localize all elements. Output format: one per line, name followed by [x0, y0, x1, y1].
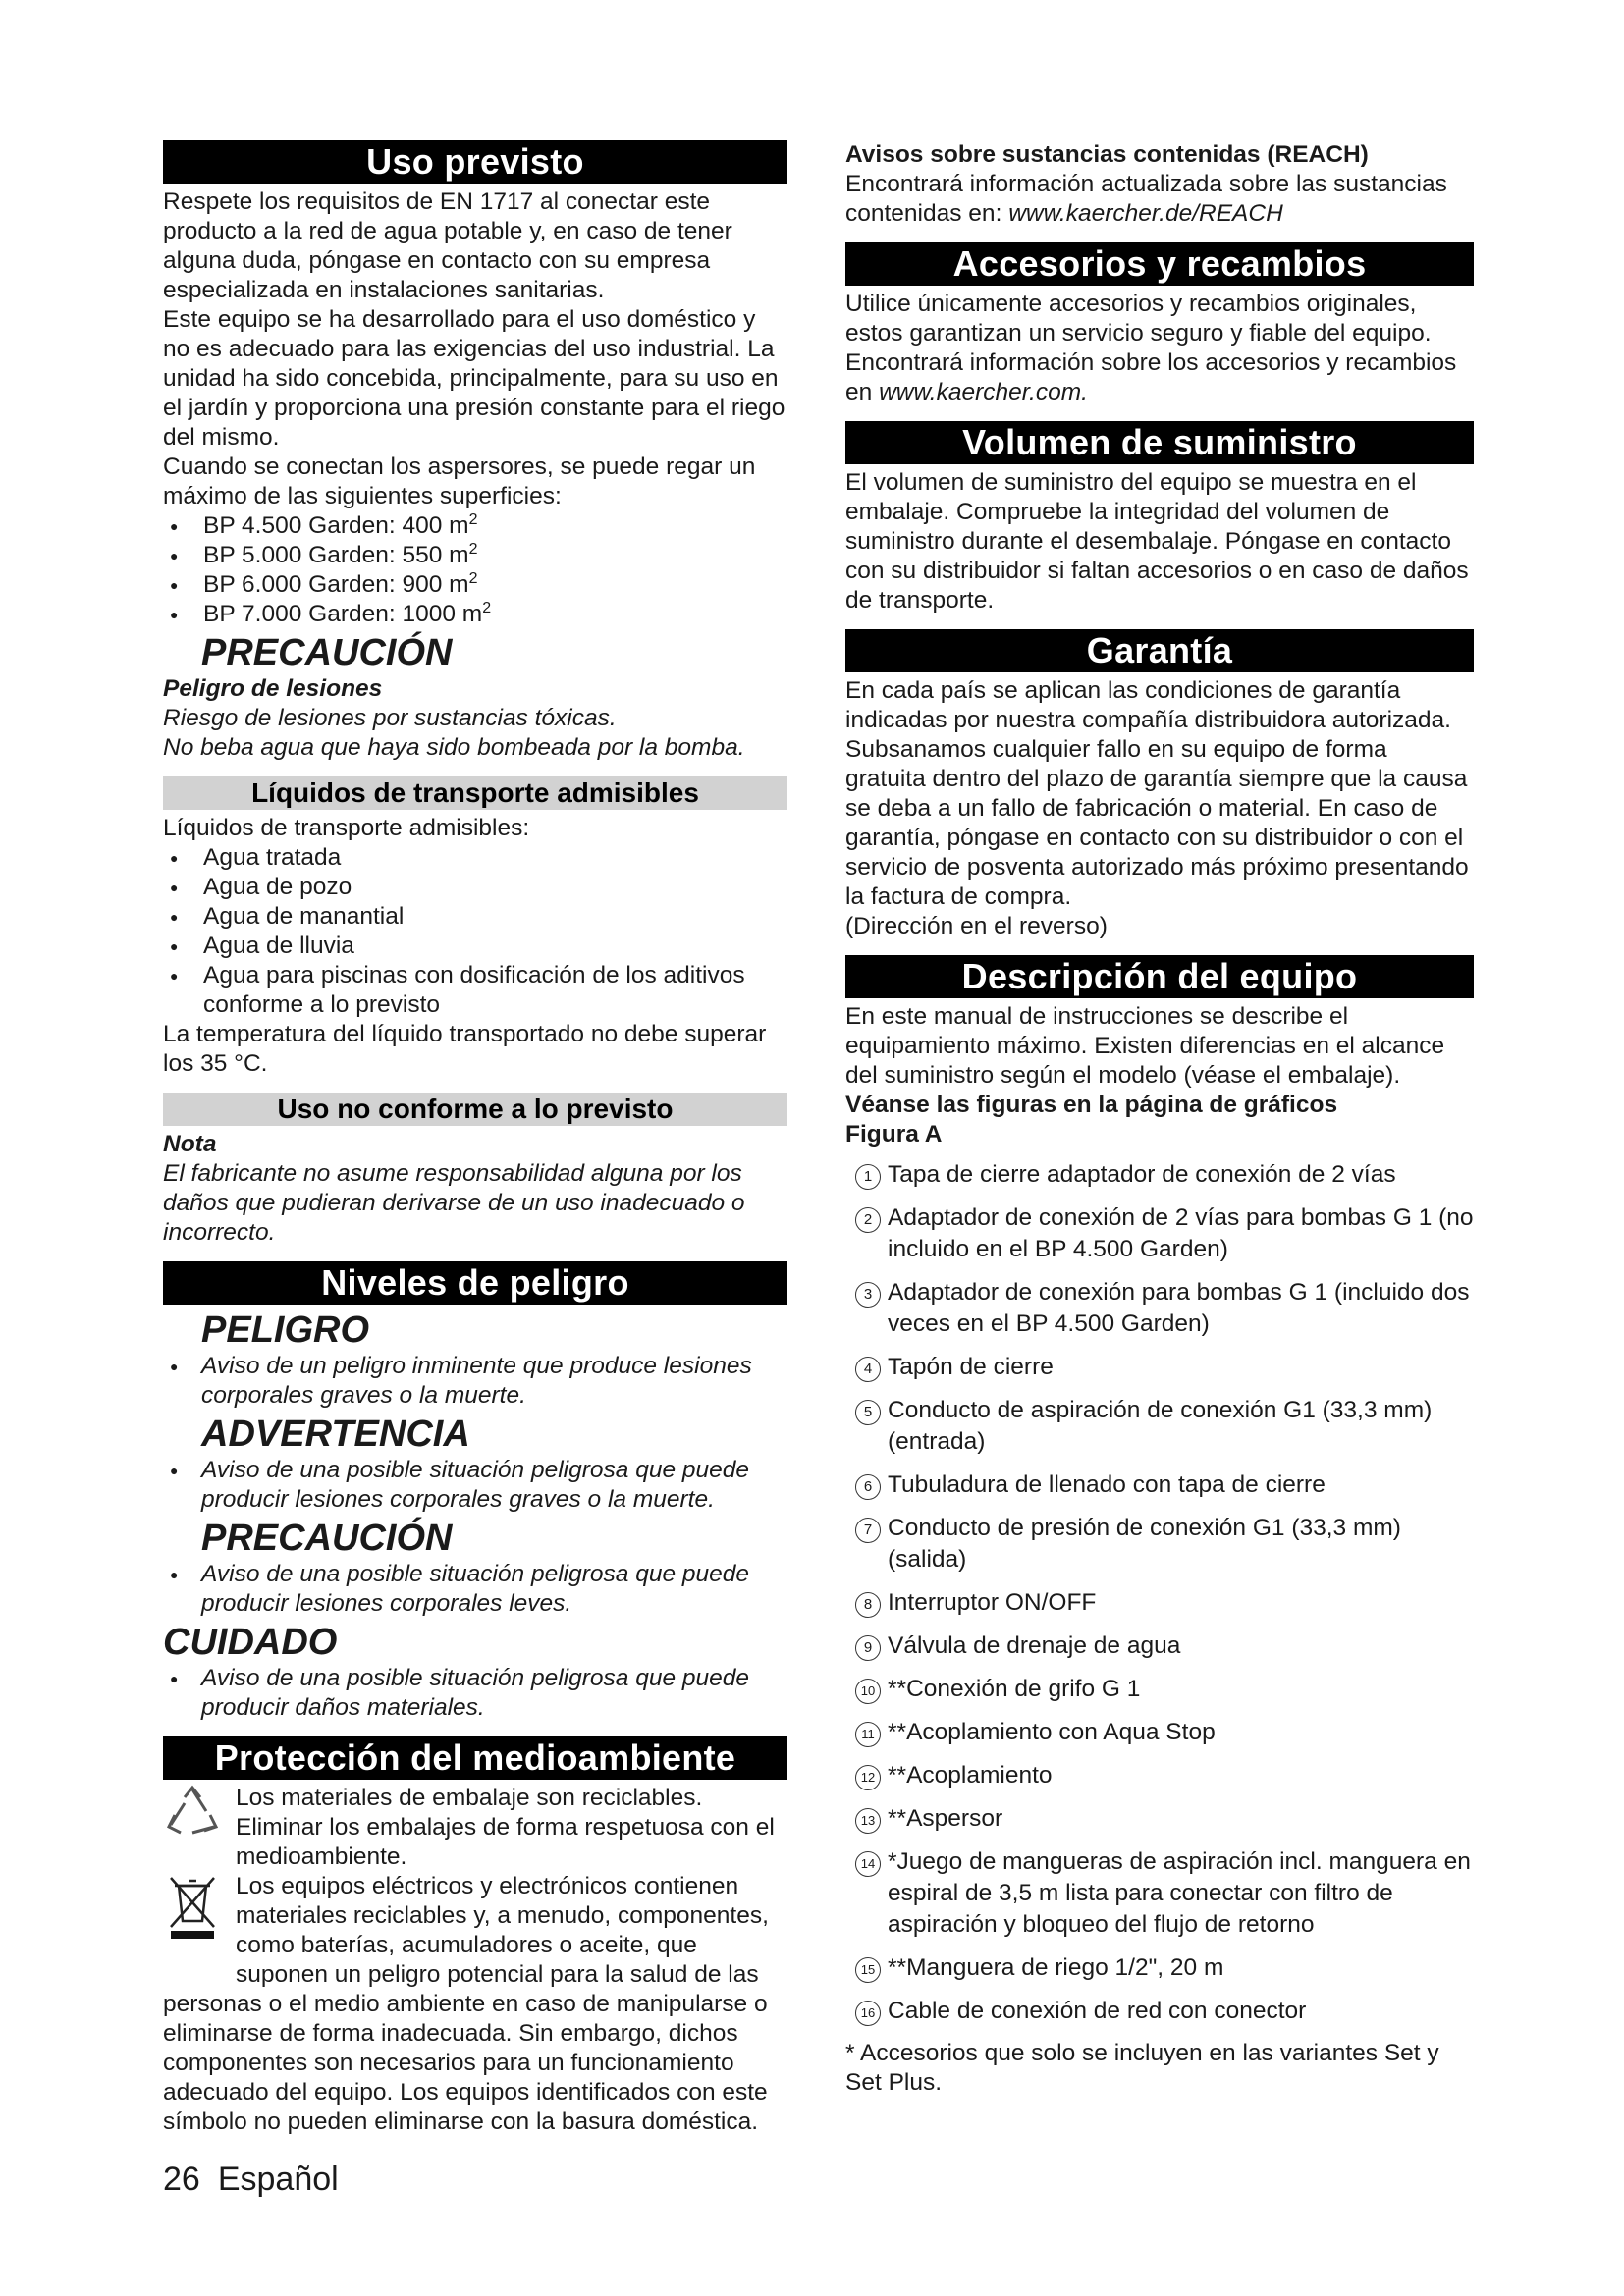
list-item: 8 Interruptor ON/OFF [845, 1587, 1474, 1619]
list-item: 7 Conducto de presión de conexión G1 (33,3 mm) (salida) [845, 1513, 1474, 1575]
recycling-row [163, 1784, 787, 1872]
list-item: ● Agua de manantial [163, 902, 787, 932]
list-item: 12 **Acoplamiento [845, 1760, 1474, 1791]
precaucion-list [163, 1560, 787, 1619]
liquid-list [163, 843, 787, 1020]
paragraph: Respete los requisitos de EN 1717 al conectar este producto a la red de agua potable y, en caso de tener alguna duda, póngase en contacto con su empresa especializada en instalaciones sanitarias. [163, 188, 732, 303]
peligro-list [163, 1352, 787, 1411]
paragraph: Este equipo se ha desarrollado para el uso doméstico y no es adecuado para las exigencias del uso industrial. La unidad ha sido concebida, principalmente, para su uso en el jardín y proporciona una presión constante para el riego del mismo. [163, 306, 785, 451]
left-column [163, 140, 787, 2137]
danger-text: No beba agua que haya sido bombeada por la bomba. [163, 734, 745, 761]
note-heading: Nota [163, 1131, 217, 1157]
page-number: 26 [163, 2161, 200, 2198]
number-badge: 8 [855, 1592, 881, 1618]
list-item: 6 Tubuladura de llenado con tapa de cierre [845, 1469, 1474, 1501]
list-item: ● BP 7.000 Garden: 1000 $m^2$ [163, 600, 787, 629]
number-badge: 14 [855, 1851, 881, 1877]
list-item: ● Aviso de una posible situación peligrosa que puede producir daños materiales. [163, 1664, 787, 1723]
right-column [845, 140, 1474, 2098]
footnote: * Accesorios que solo se incluyen en las variantes Set y Set Plus. [845, 2040, 1439, 2096]
paragraph: El volumen de suministro del equipo se muestra en el embalaje. Compruebe la integridad del volumen de suministro durante el desembalaje. Póngase en contacto con su distribuidor si faltan accesorios o en caso de daños de transporte. [845, 469, 1469, 614]
recycle-icon [163, 1784, 222, 1842]
heading-descripcion: Descripción del equipo [845, 955, 1474, 998]
paragraph: personas o el medio ambiente en caso de manipularse o eliminarse de forma inadecuada. Sin embargo, dichos componentes son necesarios para un funcionamiento adecuado del equipo. Los equipos identificados con este símbolo no pueden eliminarse con la basura doméstica. [163, 1991, 768, 2135]
danger-subheading: Peligro de lesiones [163, 675, 383, 702]
list-item: ● Agua de pozo [163, 873, 787, 902]
number-badge: 15 [855, 1957, 881, 1983]
list-item: 16 Cable de conexión de red con conector [845, 1996, 1474, 2027]
weee-row [163, 1872, 787, 1990]
paragraph: (Dirección en el reverso) [845, 913, 1108, 939]
number-badge: 12 [855, 1765, 881, 1790]
surface-list [163, 511, 787, 629]
number-badge: 16 [855, 2001, 881, 2026]
number-badge: 5 [855, 1400, 881, 1425]
accessories-link[interactable]: www.kaercher.com. [879, 379, 1088, 405]
list-item: ● Aviso de una posible situación peligrosa que puede producir lesiones corporales leves. [163, 1560, 787, 1619]
heading-niveles: Niveles de peligro [163, 1261, 787, 1305]
number-badge: 9 [855, 1635, 881, 1661]
heading-volumen: Volumen de suministro [845, 421, 1474, 464]
cuidado-heading: CUIDADO [163, 1622, 338, 1663]
number-badge: 6 [855, 1474, 881, 1500]
list-item: ● BP 6.000 Garden: 900 $m^2$ [163, 570, 787, 600]
paragraph: Cuando se conectan los aspersores, se puede regar un máximo de las siguientes superficies: [163, 454, 756, 509]
list-item: 4 Tapón de cierre [845, 1352, 1474, 1383]
paragraph: Líquidos de transporte admisibles: [163, 815, 530, 841]
list-item: ● Agua para piscinas con dosificación de los aditivos conforme a lo previsto [163, 961, 787, 1020]
paragraph: Los materiales de embalaje son reciclables. Eliminar los embalajes de forma respetuosa con el medioambiente. [236, 1785, 775, 1870]
paragraph: En cada país se aplican las condiciones de garantía indicadas por nuestra compañía distribuidora autorizada. Subsanamos cualquier fallo en su equipo de forma gratuita dentro del plazo de garantía siempre que la causa se deba a un fallo de fabricación o material. En caso de garantía, póngase en contacto con su distribuidor o con el servicio de posventa autorizado más próximo presentando la factura de compra. [845, 677, 1469, 910]
list-item: 11 **Acoplamiento con Aqua Stop [845, 1717, 1474, 1748]
number-badge: 13 [855, 1808, 881, 1834]
heading-uso-previsto: Uso previsto [163, 140, 787, 184]
heading-medioambiente: Protección del medioambiente [163, 1736, 787, 1780]
note-text: El fabricante no asume responsabilidad alguna por los daños que pudieran derivarse de un uso inadecuado o incorrecto. [163, 1160, 745, 1246]
precaucion-heading: PRECAUCIÓN [201, 632, 453, 673]
advertencia-list [163, 1456, 787, 1515]
number-badge: 1 [855, 1164, 881, 1190]
number-badge: 2 [855, 1207, 881, 1233]
list-item: 15 **Manguera de riego 1/2", 20 m [845, 1952, 1474, 1984]
list-item: ● Agua de lluvia [163, 932, 787, 961]
number-badge: 3 [855, 1282, 881, 1308]
figure-label: Figura A [845, 1121, 943, 1148]
advertencia-heading: ADVERTENCIA [201, 1414, 470, 1455]
list-item: ● Aviso de una posible situación peligrosa que puede producir lesiones corporales graves o la muerte. [163, 1456, 787, 1515]
list-item: 10 **Conexión de grifo G 1 [845, 1674, 1474, 1705]
list-item: 14 *Juego de mangueras de aspiración incl. manguera en espiral de 3,5 m lista para conectar con filtro de aspiración y bloqueo del flujo de retorno [845, 1846, 1474, 1941]
crossed-bin-icon [163, 1872, 222, 1941]
reach-link[interactable]: www.kaercher.de/REACH [1008, 200, 1283, 227]
list-item: ● BP 5.000 Garden: 550 $m^2$ [163, 541, 787, 570]
number-badge: 7 [855, 1518, 881, 1543]
list-item: 3 Adaptador de conexión para bombas G 1 (incluido dos veces en el BP 4.500 Garden) [845, 1277, 1474, 1340]
list-item: 1 Tapa de cierre adaptador de conexión de 2 vías [845, 1159, 1474, 1191]
paragraph: La temperatura del líquido transportado no debe superar los 35 °C. [163, 1021, 767, 1077]
list-item: 2 Adaptador de conexión de 2 vías para bombas G 1 (no incluido en el BP 4.500 Garden) [845, 1202, 1474, 1265]
list-item: 9 Válvula de drenaje de agua [845, 1630, 1474, 1662]
list-item: ● BP 4.500 Garden: 400 $m^2$ [163, 511, 787, 541]
precaucion-heading-2: PRECAUCIÓN [201, 1518, 453, 1559]
list-item: ● Aviso de un peligro inminente que produce lesiones corporales graves o la muerte. [163, 1352, 787, 1411]
reach-heading: Avisos sobre sustancias contenidas (REACH) [845, 141, 1369, 168]
heading-no-conforme: Uso no conforme a lo previsto [163, 1093, 787, 1126]
heading-garantia: Garantía [845, 629, 1474, 672]
number-badge: 11 [855, 1722, 881, 1747]
list-item: 13 **Aspersor [845, 1803, 1474, 1835]
cuidado-list [163, 1664, 787, 1723]
heading-accesorios: Accesorios y recambios [845, 242, 1474, 286]
parts-list [845, 1159, 1474, 2027]
danger-text: Riesgo de lesiones por sustancias tóxicas. [163, 705, 617, 731]
number-badge: 10 [855, 1679, 881, 1704]
list-item: ● Agua tratada [163, 843, 787, 873]
page-footer [163, 2160, 356, 2199]
paragraph: Utilice únicamente accesorios y recambios originales, estos garantizan un servicio seguro y fiable del equipo. Encontrará información sobre los accesorios y recambios en www.kaercher.com. [845, 291, 1457, 405]
paragraph: Encontrará información actualizada sobre las sustancias contenidas en: www.kaercher.de/REACH [845, 171, 1447, 227]
paragraph: Los equipos eléctricos y electrónicos contienen materiales reciclables y, a menudo, componentes, como baterías, acumuladores o aceite, que suponen un peligro potencial para la salud de las [236, 1873, 769, 1988]
list-item: 5 Conducto de aspiración de conexión G1 (33,3 mm) (entrada) [845, 1395, 1474, 1458]
peligro-heading: PELIGRO [201, 1309, 370, 1351]
page-language: Español [217, 2161, 339, 2198]
figures-note: Véanse las figuras en la página de gráficos [845, 1092, 1338, 1118]
number-badge: 4 [855, 1357, 881, 1382]
heading-liquidos: Líquidos de transporte admisibles [163, 776, 787, 810]
paragraph: En este manual de instrucciones se describe el equipamiento máximo. Existen diferencias en el alcance del suministro según el modelo (véase el embalaje). [845, 1003, 1445, 1089]
